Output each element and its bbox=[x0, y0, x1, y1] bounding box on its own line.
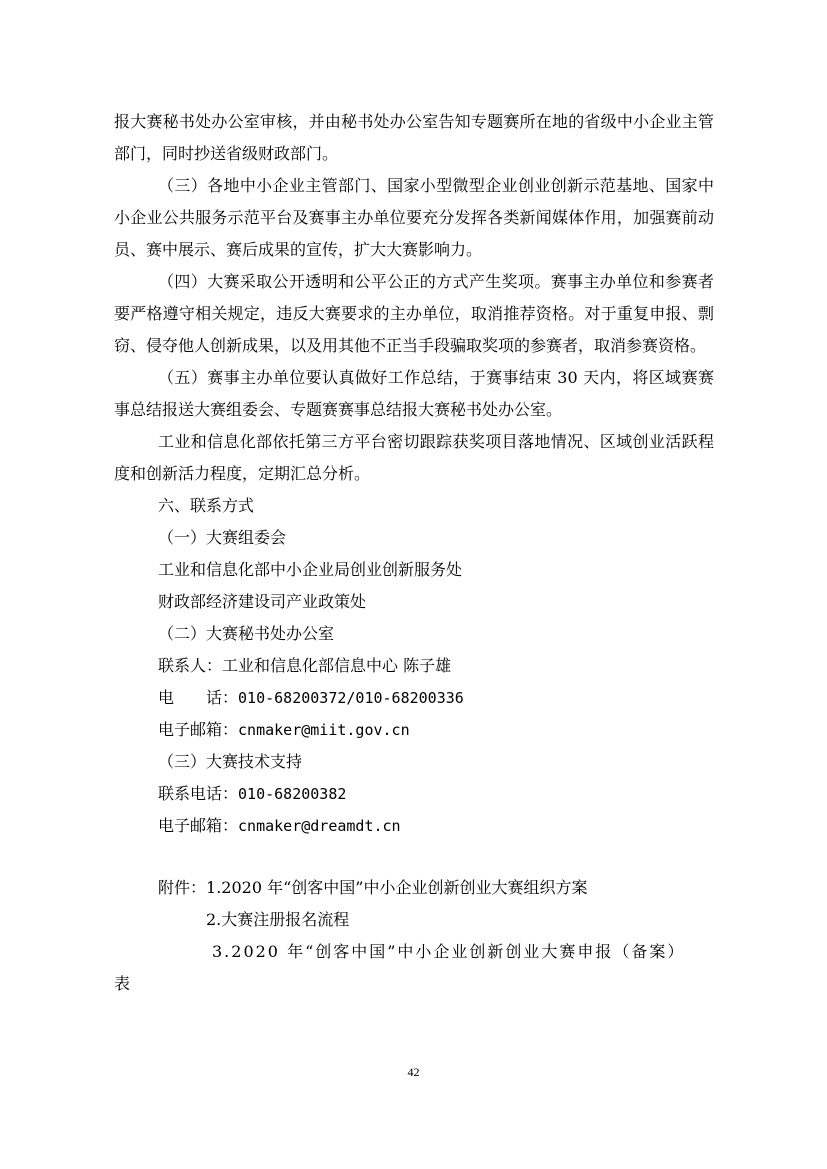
attachment-label: 附件： bbox=[158, 878, 207, 897]
paragraph-review: 报大赛秘书处办公室审核，并由秘书处办公室告知专题赛所在地的省级中小企业主管部门，同时抄送省级财政部门。 bbox=[114, 112, 714, 163]
contact-person bbox=[114, 650, 714, 682]
paragraph-tracking: 工业和信息化部依托第三方平台密切跟踪获奖项目落地情况、区域创业活跃程度和创新活力程度，定期汇总分析。 bbox=[114, 432, 714, 483]
contact-tech-phone-value: 010-68200382 bbox=[238, 785, 347, 803]
contact-tech-email-label: 电子邮箱： bbox=[158, 816, 239, 835]
contact-org-heading: （一）大赛组委会 bbox=[158, 528, 287, 547]
attachment-2: 2.大赛注册报名流程 bbox=[206, 910, 350, 929]
attachment-3-wrap: 表 bbox=[114, 974, 131, 993]
paragraph-fairness: （四）大赛采取公开透明和公平公正的方式产生奖项。赛事主办单位和参赛者要严格遵守相关规定，违反大赛要求的主办单位，取消推荐资格。对于重复申报、剽窃、侵夺他人创新成果，以及用其他不正当手段骗取奖项的参赛者，取消参赛资格。 bbox=[114, 272, 714, 355]
contact-phone-value: 010-68200372/010-68200336 bbox=[238, 689, 464, 707]
attachment-3: 3.2020 年“创客中国”中小企业创新创业大赛申报（备案） bbox=[212, 942, 686, 961]
spacer bbox=[114, 842, 714, 872]
attachment-1 bbox=[114, 872, 714, 904]
contact-tech-phone-label: 联系电话： bbox=[158, 784, 239, 803]
contact-org-2: 财政部经济建设司产业政策处 bbox=[158, 592, 367, 611]
attachment-1-text: 1.2020 年“创客中国”中小企业创新创业大赛组织方案 bbox=[206, 878, 588, 897]
contact-office-heading: （二）大赛秘书处办公室 bbox=[158, 624, 335, 643]
contact-org-1: 工业和信息化部中小企业局创业创新服务处 bbox=[158, 560, 463, 579]
page-content bbox=[114, 106, 714, 1000]
section-heading-contact: 六、联系方式 bbox=[158, 496, 255, 515]
contact-tech-heading: （三）大赛技术支持 bbox=[158, 752, 303, 771]
contact-tech-phone bbox=[114, 778, 714, 810]
contact-email-label: 电子邮箱： bbox=[158, 720, 239, 739]
page-number: 42 bbox=[407, 1065, 420, 1079]
contact-person-label: 联系人： bbox=[158, 656, 223, 675]
contact-email bbox=[114, 714, 714, 746]
contact-tech-email-value: cnmaker@dreamdt.cn bbox=[238, 817, 401, 835]
contact-phone bbox=[114, 682, 714, 714]
contact-phone-label: 电 话： bbox=[158, 688, 239, 707]
paragraph-summary: （五）赛事主办单位要认真做好工作总结，于赛事结束 30 天内，将区域赛赛事总结报送大赛组委会、专题赛赛事总结报大赛秘书处办公室。 bbox=[114, 368, 714, 419]
contact-person-value: 工业和信息化部信息中心 陈子雄 bbox=[222, 656, 452, 675]
contact-tech-email bbox=[114, 810, 714, 842]
contact-email-value: cnmaker@miit.gov.cn bbox=[238, 721, 410, 739]
paragraph-publicity: （三）各地中小企业主管部门、国家小型微型企业创业创新示范基地、国家中小企业公共服务示范平台及赛事主办单位要充分发挥各类新闻媒体作用，加强赛前动员、赛中展示、赛后成果的宣传，扩大大赛影响力。 bbox=[114, 176, 714, 259]
